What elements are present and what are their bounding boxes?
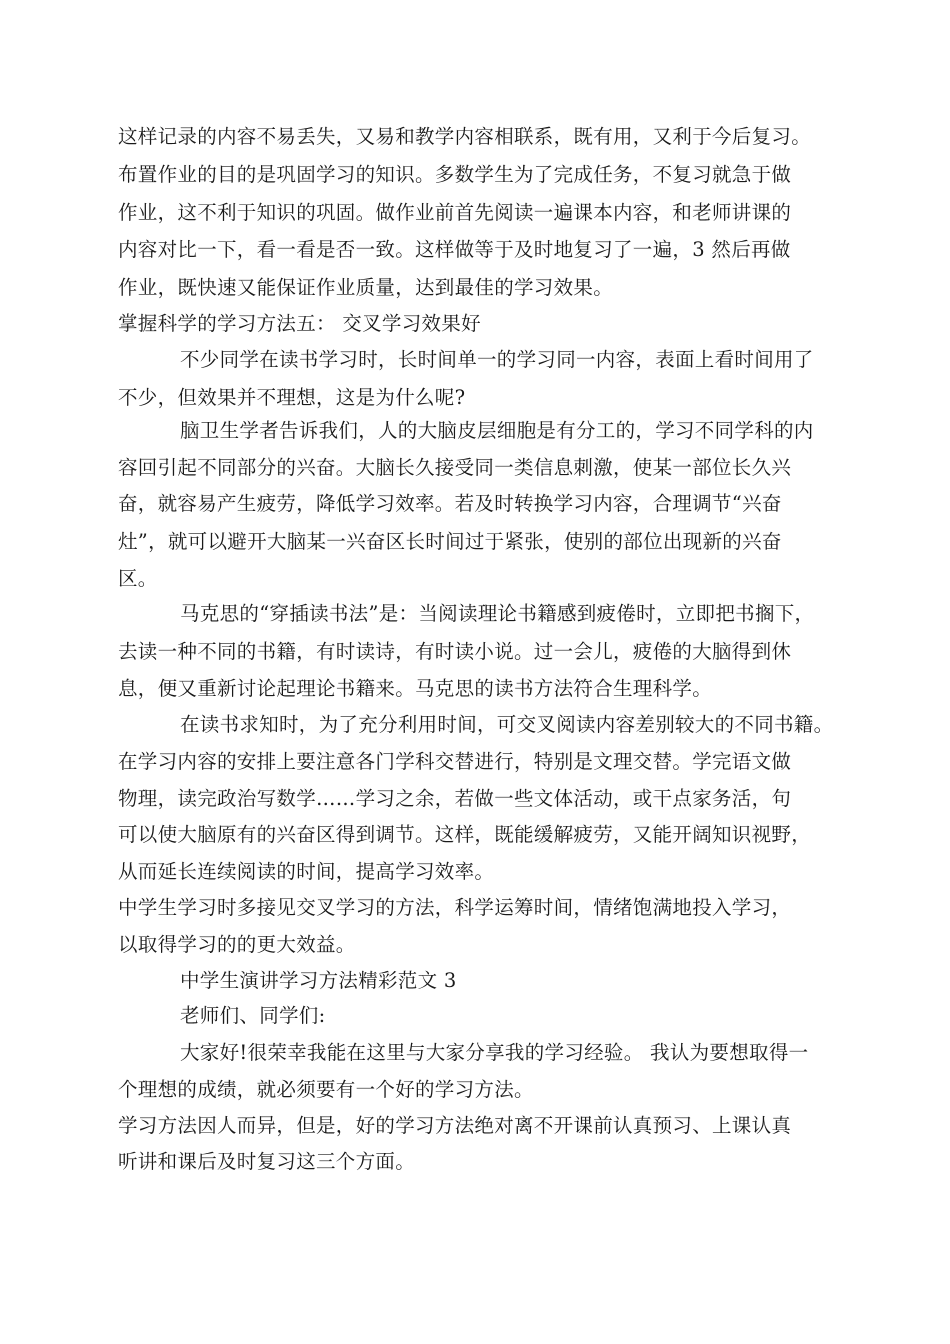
text-line: 马克思的“穿插读书法”是：当阅读理论书籍感到疲倦时，立即把书搁下， — [180, 602, 815, 625]
text-line: 息，便又重新讨论起理论书籍来。马克思的读书方法符合生理科学。 — [118, 677, 713, 700]
text-line: 布置作业的目的是巩固学习的知识。多数学生为了完成任务，不复习就急于做 — [118, 163, 792, 186]
text-line: 灶”，就可以避开大脑某一兴奋区长时间过于紧张，使别的部位出现新的兴奋 — [118, 530, 782, 553]
text-line: 从而延长连续阅读的时间，提高学习效率。 — [118, 860, 495, 883]
text-line: 脑卫生学者告诉我们，人的大脑皮层细胞是有分工的，学习不同学科的内 — [180, 419, 814, 442]
text-line: 容回引起不同部分的兴奋。大脑长久接受同一类信息刺激，使某一部位长久兴 — [118, 456, 792, 479]
text-line: 内容对比一下，看一看是否一致。这样做等于及时地复习了一遍，3 然后再做 — [118, 238, 791, 261]
text-line: 以取得学习的的更大效益。 — [118, 933, 356, 956]
text-line: 在学习内容的安排上要注意各门学科交替进行，特别是文理交替。学完语文做 — [118, 750, 792, 773]
text-line: 可以使大脑原有的兴奋区得到调节。这样，既能缓解疲劳，又能开阔知识视野， — [118, 823, 812, 846]
text-line: 这样记录的内容不易丢失，又易和教学内容相联系，既有用，又利于今后复习。 — [118, 125, 812, 148]
text-line: 区。 — [118, 567, 158, 590]
section-heading: 中学生演讲学习方法精彩范文 3 — [180, 969, 457, 992]
text-line: 作业，既快速又能保证作业质量，达到最佳的学习效果。 — [118, 276, 614, 299]
text-line: 个理想的成绩，就必须要有一个好的学习方法。 — [118, 1078, 534, 1101]
text-line: 学习方法因人而异，但是，好的学习方法绝对离不开课前认真预习、上课认真 — [118, 1114, 792, 1137]
text-line: 听讲和课后及时复习这三个方面。 — [118, 1150, 416, 1173]
text-line: 不少同学在读书学习时，长时间单一的学习同一内容，表面上看时间用了 — [180, 348, 814, 371]
section-heading: 掌握科学的学习方法五： 交叉学习效果好 — [118, 312, 481, 335]
text-line: 中学生学习时多接见交叉学习的方法，科学运筹时间，情绪饱满地投入学习， — [118, 896, 792, 919]
salutation: 老师们、同学们: — [180, 1004, 326, 1027]
text-line: 大家好!很荣幸我能在这里与大家分享我的学习经验。 我认为要想取得一 — [180, 1041, 809, 1064]
text-line: 奋，就容易产生疲劳，降低学习效率。若及时转换学习内容，合理调节“兴奋 — [118, 492, 782, 515]
text-line: 物理，读完政治写数学……学习之余，若做一些文体活动，或干点家务活，句 — [118, 787, 792, 810]
text-line: 不少，但效果并不理想，这是为什么呢? — [118, 386, 466, 409]
text-line: 去读一种不同的书籍，有时读诗，有时读小说。过一会儿，疲倦的大脑得到休 — [118, 640, 792, 663]
text-line: 作业，这不利于知识的巩固。做作业前首先阅读一遍课本内容，和老师讲课的 — [118, 201, 792, 224]
text-line: 在读书求知时，为了充分利用时间，可交叉阅读内容差别较大的不同书籍。 — [180, 713, 834, 736]
